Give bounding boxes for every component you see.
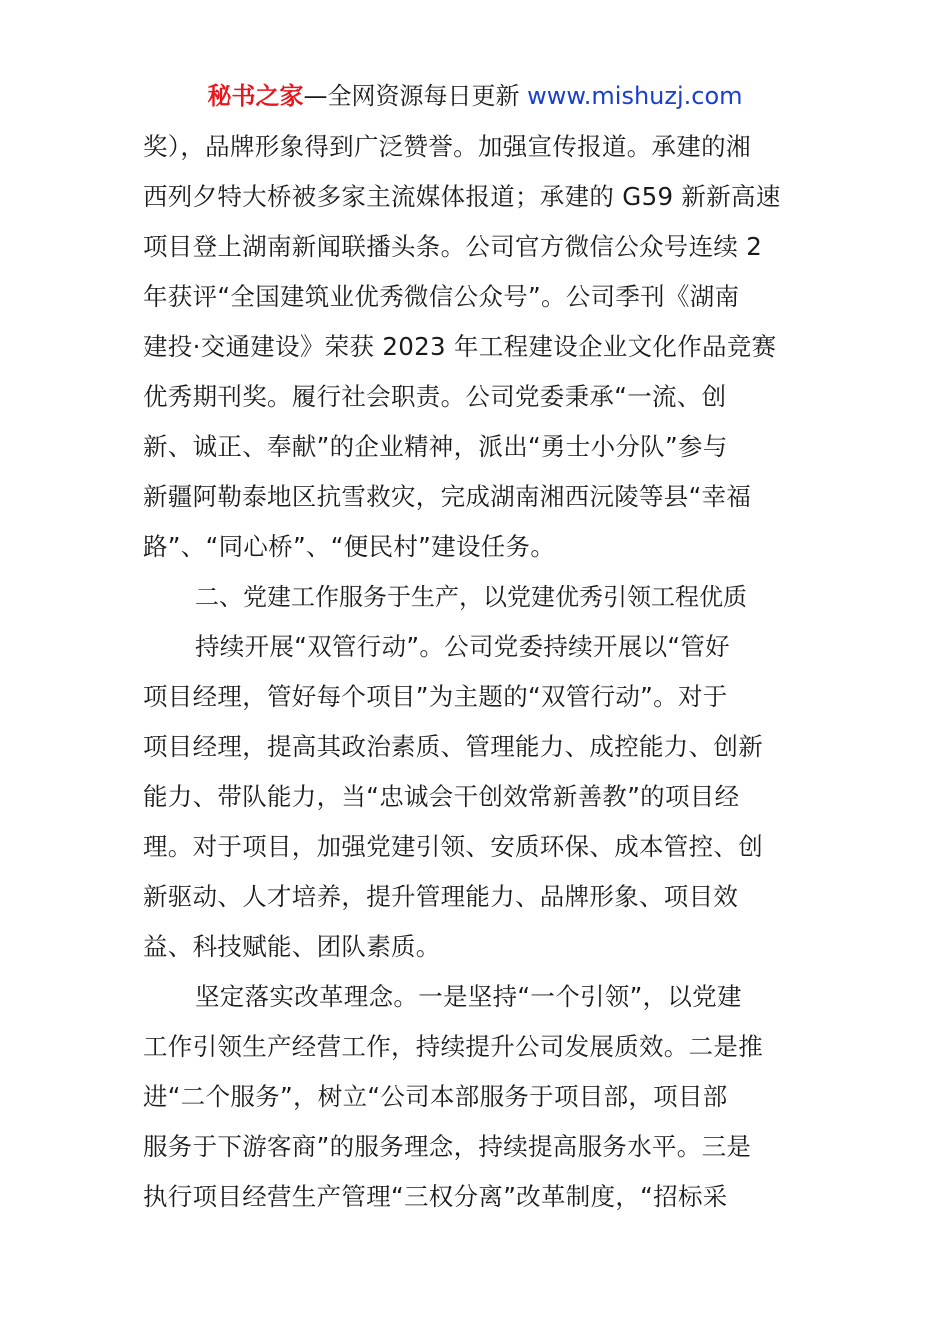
text-line: 能力、带队能力，当“忠诚会干创效常新善教”的项目经 <box>143 782 740 811</box>
text-line: 新疆阿勒泰地区抗雪救灾，完成湖南湘西沅陵等县“幸福 <box>143 482 752 511</box>
paragraph-start-line: 坚定落实改革理念。一是坚持“一个引领”，以党建 <box>195 982 742 1011</box>
section-heading: 二、党建工作服务于生产，以党建优秀引领工程优质 <box>195 583 747 611</box>
text-line: 进“二个服务”，树立“公司本部服务于项目部，项目部 <box>143 1082 728 1111</box>
text-line: 优秀期刊奖。履行社会职责。公司党委秉承“一流、创 <box>143 382 727 411</box>
text-line: 新、诚正、奉献”的企业精神，派出“勇士小分队”参与 <box>143 432 728 461</box>
text-line: 建投·交通建设》荣获 2023 年工程建设企业文化作品竞赛 <box>143 332 777 361</box>
text-line: 西列夕特大桥被多家主流媒体报道；承建的 G59 新新高速 <box>143 182 781 211</box>
document-body <box>143 122 809 1222</box>
text-line: 路”、“同心桥”、“便民村”建设任务。 <box>143 532 556 561</box>
text-line: 项目登上湖南新闻联播头条。公司官方微信公众号连续 2 <box>143 232 763 261</box>
text-line: 工作引领生产经营工作，持续提升公司发展质效。二是推 <box>143 1032 763 1061</box>
text-line: 执行项目经营生产管理“三权分离”改革制度，“招标采 <box>143 1182 728 1211</box>
text-line: 理。对于项目，加强党建引领、安质环保、成本管控、创 <box>143 832 763 861</box>
site-url[interactable]: www.mishuzj.com <box>527 82 743 110</box>
text-line: 奖），品牌形象得到广泛赞誉。加强宣传报道。承建的湘 <box>143 132 751 161</box>
text-line: 益、科技赋能、团队素质。 <box>143 932 441 961</box>
text-line: 新驱动、人才培养，提升管理能力、品牌形象、项目效 <box>143 882 739 911</box>
text-line: 服务于下游客商”的服务理念，持续提高服务水平。三是 <box>143 1132 752 1161</box>
header-slogan: —全网资源每日更新 <box>303 82 528 110</box>
text-line: 项目经理，管好每个项目”为主题的“双管行动”。对于 <box>143 682 728 711</box>
text-line: 年获评“全国建筑业优秀微信公众号”。公司季刊《湖南 <box>143 282 740 311</box>
paragraph-start-line: 持续开展“双管行动”。公司党委持续开展以“管好 <box>195 632 730 661</box>
text-line: 项目经理，提高其政治素质、管理能力、成控能力、创新 <box>143 732 763 761</box>
site-header <box>0 80 950 112</box>
brand-name: 秘书之家 <box>207 82 304 110</box>
